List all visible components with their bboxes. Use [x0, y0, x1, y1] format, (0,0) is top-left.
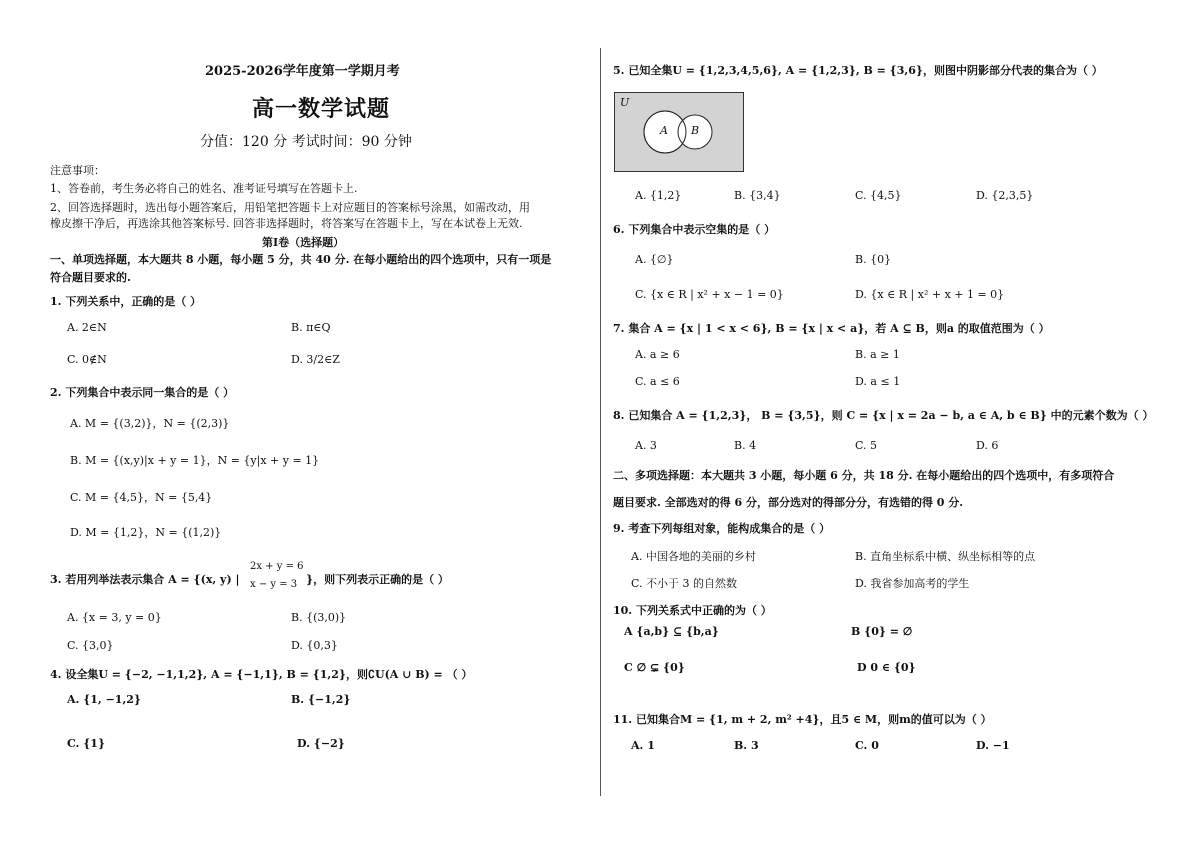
- q1-option-d: D. 3/2∈Z: [291, 353, 340, 366]
- note-2b: 橡皮擦干净后，再选涂其他答案标号. 回答非选择题时，将答案写在答题卡上，写在本试卷上无效.: [50, 217, 523, 230]
- q3-option-c: C. {3,0}: [67, 639, 114, 652]
- q2-option-b: B. M = {(x,y)|x + y = 1}，N = {y|x + y = 1}: [70, 454, 320, 467]
- q11-option-c: C. 0: [855, 739, 879, 752]
- q3-equation-2: x − y = 3: [250, 579, 298, 590]
- q10-option-a: A {a,b} ⊆ {b,a}: [624, 625, 719, 638]
- section-2-desc-b: 题目要求. 全部选对的得 6 分，部分选对的得部分分，有选错的得 0 分.: [613, 496, 964, 509]
- column-divider: [600, 48, 601, 796]
- q3-option-b: B. {(3,0)}: [291, 611, 347, 624]
- note-2a: 2、回答选择题时，选出每小题答案后，用铅笔把答题卡上对应题目的答案标号涂黑，如需改动，用: [50, 201, 530, 214]
- question-5: 5. 已知全集U = {1,2,3,4,5,6}, A = {1,2,3}, B = {3,6}，则图中阴影部分代表的集合为（ ）: [613, 64, 1103, 77]
- q1-option-a: A. 2∈N: [67, 321, 107, 334]
- q7-option-d: D. a ≤ 1: [855, 375, 901, 388]
- q2-option-a: A. M = {(3,2)}，N = {(2,3)}: [70, 417, 230, 430]
- venn-label-a: A: [660, 124, 668, 137]
- q9-option-b: B. 直角坐标系中横、纵坐标相等的点: [855, 550, 1036, 563]
- q5-option-a: A. {1,2}: [635, 189, 682, 202]
- venn-diagram: [614, 92, 744, 172]
- q8-option-a: A. 3: [635, 439, 657, 452]
- part-1-heading: 第Ⅰ卷（选择题）: [262, 236, 345, 249]
- question-7: 7. 集合 A = {x | 1 < x < 6}, B = {x | x < a}，若 A ⊆ B，则a 的取值范围为（ ）: [613, 322, 1050, 335]
- score-time-line: 分值：120 分 考试时间：90 分钟: [200, 134, 412, 150]
- venn-svg: [615, 93, 743, 171]
- q8-option-c: C. 5: [855, 439, 878, 452]
- q7-option-b: B. a ≥ 1: [855, 348, 900, 361]
- q6-option-a: A. {∅}: [635, 253, 674, 266]
- q11-option-a: A. 1: [631, 739, 655, 752]
- q2-option-d: D. M = {1,2}，N = {(1,2)}: [70, 526, 222, 539]
- venn-label-b: B: [691, 124, 700, 137]
- q7-option-c: C. a ≤ 6: [635, 375, 680, 388]
- q4-option-d: D. {−2}: [297, 737, 345, 750]
- q9-option-d: D. 我省参加高考的学生: [855, 577, 970, 590]
- question-3-prefix: 3. 若用列举法表示集合 A = {(x, y) |: [50, 573, 240, 586]
- exam-year-title: 2025-2026学年度第一学期月考: [205, 64, 400, 79]
- q4-option-b: B. {−1,2}: [291, 693, 351, 706]
- question-2: 2. 下列集合中表示同一集合的是（ ）: [50, 386, 235, 399]
- q5-option-c: C. {4,5}: [855, 189, 902, 202]
- question-8: 8. 已知集合 A = {1,2,3}， B = {3,5}，则 C = {x | x = 2a − b, a ∈ A, b ∈ B} 中的元素个数为（ ）: [613, 409, 1154, 422]
- venn-label-u: U: [620, 96, 630, 109]
- question-11: 11. 已知集合M = {1, m + 2, m² +4}，且5 ∈ M，则m的值可以为（ ）: [613, 713, 992, 726]
- section-1-desc-a: 一、单项选择题，本大题共 8 小题，每小题 5 分，共 40 分. 在每小题给出的四个选项中，只有一项是: [50, 253, 552, 266]
- q8-option-d: D. 6: [976, 439, 999, 452]
- q3-equation-1: 2x + y = 6: [250, 561, 304, 572]
- q8-option-b: B. 4: [734, 439, 757, 452]
- q1-option-c: C. 0∉N: [67, 353, 107, 366]
- q4-option-c: C. {1}: [67, 737, 106, 750]
- q9-option-a: A. 中国各地的美丽的乡村: [631, 550, 756, 563]
- question-1: 1. 下列关系中，正确的是（ ）: [50, 295, 202, 308]
- question-9: 9. 考查下列每组对象，能构成集合的是（ ）: [613, 522, 831, 535]
- question-10: 10. 下列关系式中正确的为（ ）: [613, 604, 772, 617]
- section-2-desc-a: 二、多项选择题：本大题共 3 小题，每小题 6 分，共 18 分. 在每小题给出的四个选项中，有多项符合: [613, 469, 1115, 482]
- note-1: 1、答卷前，考生务必将自己的姓名、准考证号填写在答题卡上.: [50, 182, 358, 195]
- q5-option-b: B. {3,4}: [734, 189, 781, 202]
- q10-option-b: B {0} = ∅: [851, 625, 913, 638]
- q1-option-b: B. π∈Q: [291, 321, 331, 334]
- q10-option-c: C ∅ ⊊ {0}: [624, 661, 685, 674]
- question-3-suffix: }，则下列表示正确的是（ ）: [306, 573, 449, 586]
- q9-option-c: C. 不小于 3 的自然数: [631, 577, 738, 590]
- q6-option-b: B. {0}: [855, 253, 892, 266]
- q2-option-c: C. M = {4,5}，N = {5,4}: [70, 491, 213, 504]
- q7-option-a: A. a ≥ 6: [635, 348, 680, 361]
- q3-option-d: D. {0,3}: [291, 639, 338, 652]
- q11-option-d: D. −1: [976, 739, 1010, 752]
- q6-option-d: D. {x ∈ R | x² + x + 1 = 0}: [855, 288, 1005, 301]
- q6-option-c: C. {x ∈ R | x² + x − 1 = 0}: [635, 288, 784, 301]
- q5-option-d: D. {2,3,5}: [976, 189, 1034, 202]
- q11-option-b: B. 3: [734, 739, 759, 752]
- q3-option-a: A. {x = 3, y = 0}: [67, 611, 162, 624]
- section-1-desc-b: 符合题目要求的.: [50, 271, 131, 284]
- notes-title: 注意事项：: [50, 164, 105, 177]
- question-6: 6. 下列集合中表示空集的是（ ）: [613, 223, 776, 236]
- question-4: 4. 设全集U = {−2, −1,1,2}, A = {−1,1}, B = {1,2}，则∁U(A ∪ B) = （ ）: [50, 668, 473, 681]
- q4-option-a: A. {1, −1,2}: [67, 693, 142, 706]
- q10-option-d: D 0 ∈ {0}: [857, 661, 916, 674]
- page-title: 高一数学试题: [252, 96, 391, 122]
